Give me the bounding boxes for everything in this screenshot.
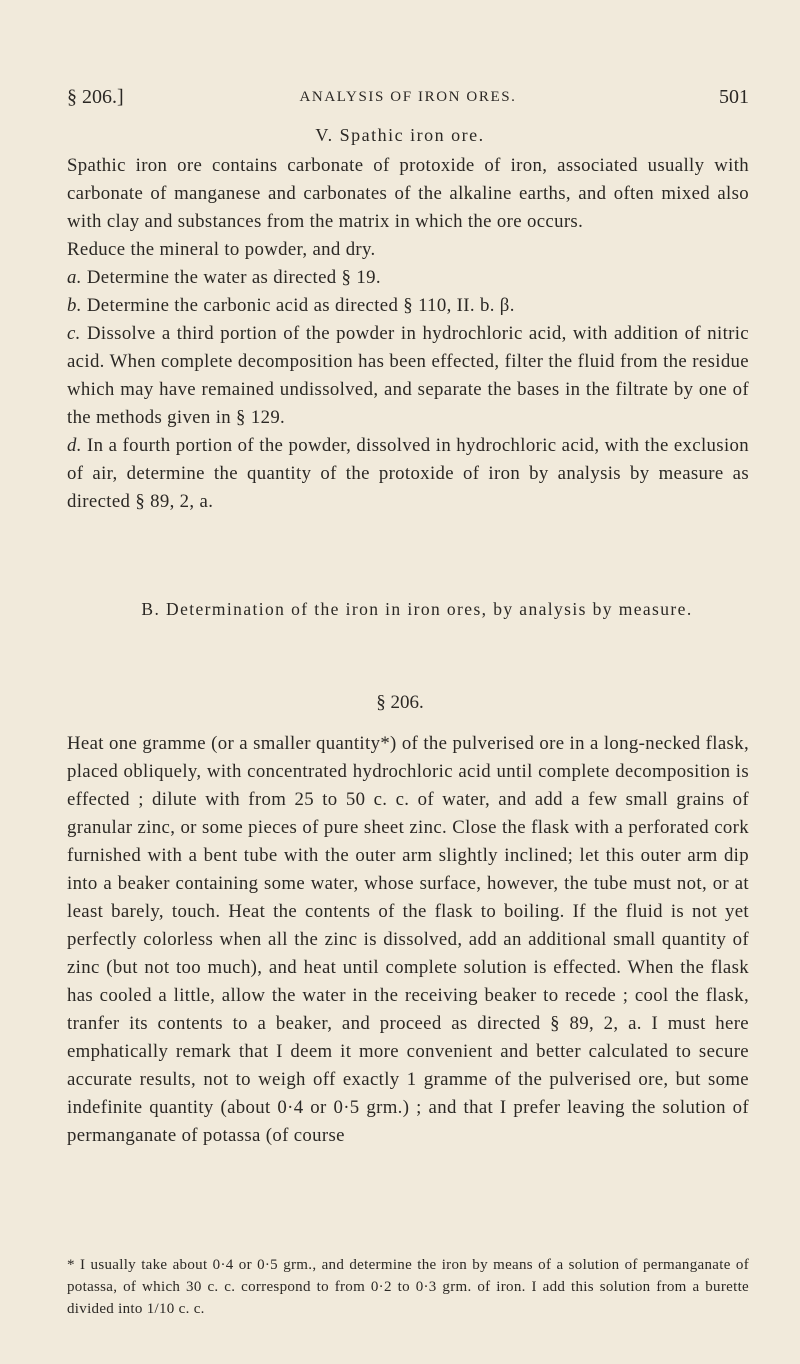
- intro-block: [67, 152, 749, 516]
- subsection-title: B. Determination of the iron in iron ores, by analysis by measure.: [141, 599, 693, 619]
- step-d: [67, 432, 749, 516]
- step-b: [67, 292, 749, 320]
- page-number: 501: [719, 86, 749, 108]
- step-a-text: Determine the water as directed § 19.: [86, 267, 381, 288]
- footnote: * I usually take about 0·4 or 0·5 grm., and determine the iron by means of a solution of permanganate of potassa, of which 30 c. c. correspond to from 0·2 to 0·3 grm. of iron. I add this solution from a burette divided into 1/10 c. c.: [67, 1257, 749, 1317]
- header-section-ref: § 206.]: [67, 86, 124, 108]
- intro-paragraph: Spathic iron ore contains carbonate of protoxide of iron, associated usually with carbonate of manganese and carbonates of the alkaline earths, and often mixed also with clay and substances from the matrix in which the ore occurs.: [67, 155, 749, 232]
- running-header: [67, 86, 749, 110]
- step-c-mark: c.: [67, 323, 81, 344]
- reduce-instruction: Reduce the mineral to powder, and dry.: [67, 239, 376, 260]
- body-paragraph: Heat one gramme (or a smaller quantity*) of the pulverised ore in a long-necked flask, placed obliquely, with concentrated hydrochloric acid until complete decomposition is effected ; dilute with from 25 to 50 c. c. of water, and add a few small grains of granular zinc, or some pieces of pure sheet zinc. Close the flask with a perforated cork furnished with a bent tube with the outer arm slightly inclined; let this outer arm dip into a beaker containing some water, whose surface, however, the tube must not, or at least barely, touch. Heat the contents of the flask to boiling. If the fluid is not yet perfectly colorless when all the zinc is dissolved, add an additional small quantity of zinc (but not too much), and heat until complete solution is effected. When the flask has cooled a little, allow the water in the receiving beaker to recede ; cool the flask, tranfer its contents to a beaker, and proceed as directed § 89, 2, a. I must here emphatically remark that I deem it more convenient and better calculated to secure accurate results, not to weigh off exactly 1 gramme of the pulverised ore, but some indefinite quantity (about 0·4 or 0·5 grm.) ; and that I prefer leaving the solution of permanganate of potassa (of course: [67, 733, 749, 1146]
- step-d-mark: d.: [67, 435, 82, 456]
- step-a: [67, 264, 749, 292]
- step-a-mark: a.: [67, 267, 82, 288]
- section-number: § 206.: [376, 692, 424, 713]
- section-title: V. Spathic iron ore.: [315, 125, 485, 145]
- step-c-text: Dissolve a third portion of the powder in hydrochloric acid, with addition of nitric acid. When complete decomposition has been effected, filter the fluid from the residue which may have remained undissolved, and separate the bases in the filtrate by one of the methods given in § 129.: [67, 323, 749, 428]
- step-c: [67, 320, 749, 432]
- step-b-text: Determine the carbonic acid as directed § 110, II. b. β.: [86, 295, 515, 316]
- step-d-text: In a fourth portion of the powder, dissolved in hydrochloric acid, with the exclusion of air, determine the quantity of the protoxide of iron by analysis by measure as directed § 89, 2, a.: [67, 435, 750, 512]
- header-title: ANALYSIS OF IRON ORES.: [299, 89, 517, 105]
- step-b-mark: b.: [67, 295, 82, 316]
